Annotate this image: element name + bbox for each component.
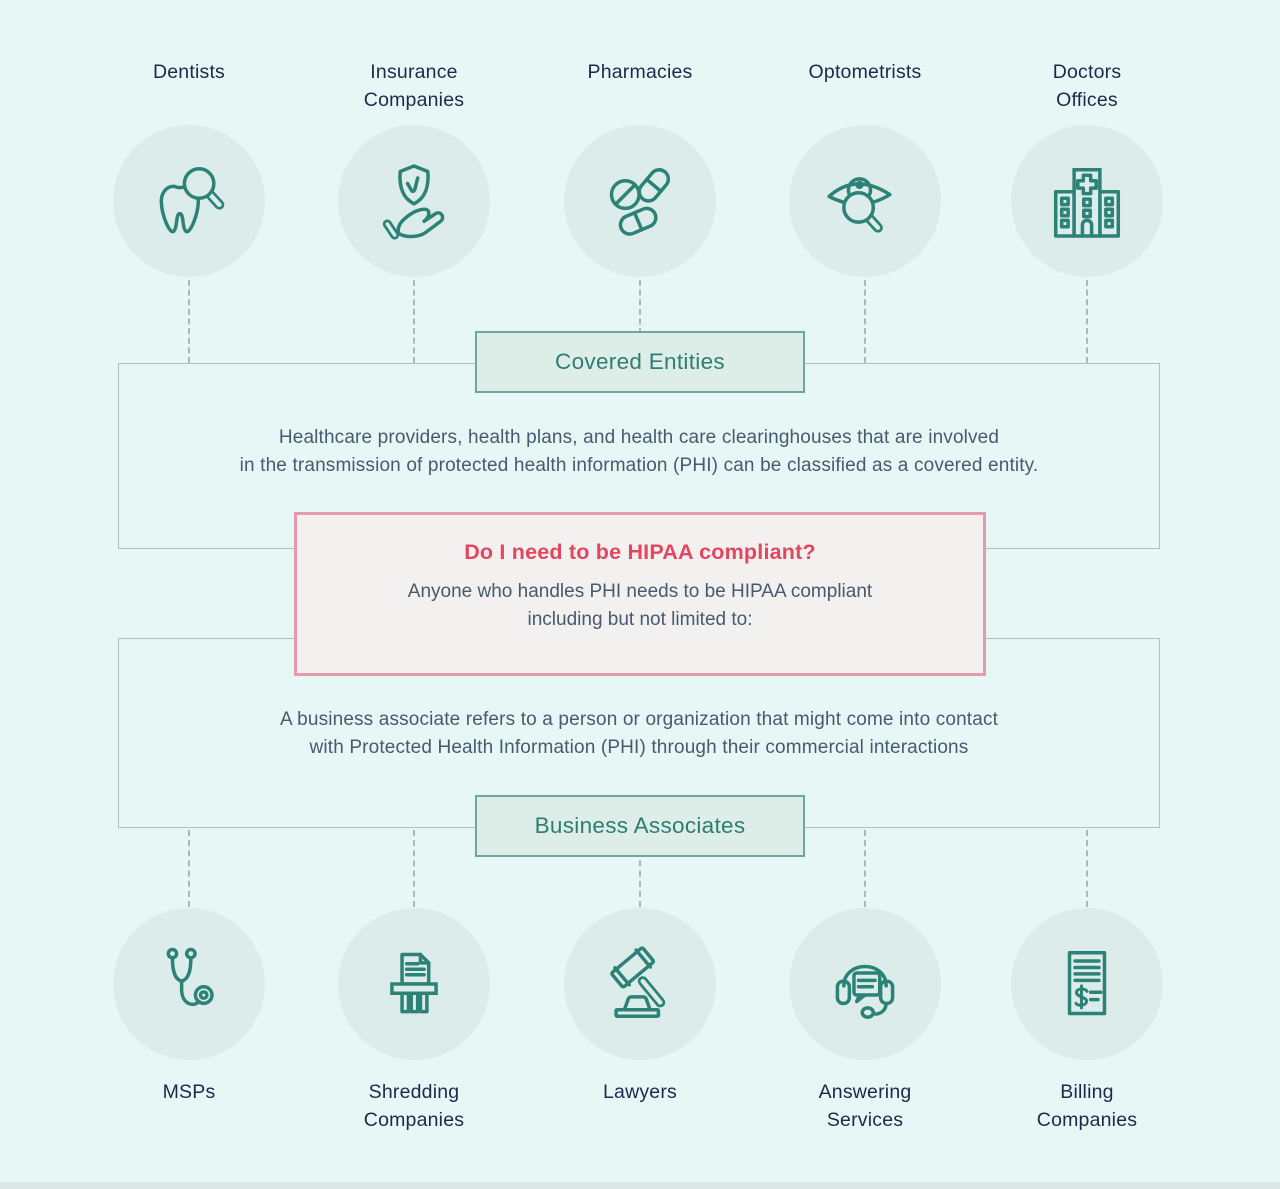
label-line: Answering — [818, 1081, 912, 1103]
label-line: Optometrists — [808, 61, 922, 83]
covered-entity-label-insurance-companies — [329, 58, 499, 114]
covered-entity-bubble-pharmacies — [564, 125, 716, 277]
label-line: Insurance — [370, 61, 458, 83]
covered-entity-bubble-dentists — [113, 125, 265, 277]
business-associate-bubble-lawyers — [564, 908, 716, 1060]
covered-entity-label-doctors-offices — [1002, 58, 1172, 114]
invoice-icon — [1041, 938, 1133, 1030]
covered-entities-description — [118, 424, 1160, 479]
label-line: Doctors — [1052, 61, 1122, 83]
business-associates-description — [118, 706, 1160, 761]
label-line: Billing — [1060, 1081, 1114, 1103]
business-associate-label-lawyers — [555, 1078, 725, 1106]
connector-dash — [1086, 280, 1088, 363]
business-associates-heading-text: Business Associates — [534, 813, 746, 838]
business-associate-bubble-shredding — [338, 908, 490, 1060]
shield-hand-icon — [368, 155, 460, 247]
label-line: MSPs — [162, 1081, 216, 1103]
covered-entity-label-pharmacies — [555, 58, 725, 86]
connector-dash — [1086, 830, 1088, 907]
covered-entity-bubble-doctors — [1011, 125, 1163, 277]
description-line: with Protected Health Information (PHI) through their commercial interactions — [309, 736, 969, 758]
gavel-icon — [594, 938, 686, 1030]
label-line: Companies — [363, 89, 465, 111]
covered-entity-bubble-insurance — [338, 125, 490, 277]
question-body-line: Anyone who handles PHI needs to be HIPAA compliant — [407, 581, 873, 602]
business-associate-label-msps — [104, 1078, 274, 1106]
business-associate-label-shredding-companies — [329, 1078, 499, 1134]
pills-icon — [594, 155, 686, 247]
connector-dash — [413, 280, 415, 363]
connector-dash — [413, 830, 415, 907]
bottom-edge-strip — [0, 1182, 1280, 1189]
business-associate-label-answering-services — [780, 1078, 950, 1134]
shredder-icon — [368, 938, 460, 1030]
label-line: Companies — [1036, 1109, 1138, 1131]
connector-dash — [188, 830, 190, 907]
connector-dash — [188, 280, 190, 363]
question-body-line: including but not limited to: — [527, 609, 753, 630]
hospital-icon — [1041, 155, 1133, 247]
business-associate-bubble-msps — [113, 908, 265, 1060]
hipaa-question-title: Do I need to be HIPAA compliant? — [464, 540, 816, 564]
tooth-magnifier-icon — [143, 155, 235, 247]
stethoscope-icon — [143, 938, 235, 1030]
covered-entity-label-dentists — [104, 58, 274, 86]
hipaa-question-body — [297, 578, 983, 634]
label-line: Dentists — [152, 61, 226, 83]
business-associate-bubble-answering — [789, 908, 941, 1060]
description-line: A business associate refers to a person or organization that might come into contact — [279, 709, 999, 730]
description-line: Healthcare providers, health plans, and health care clearinghouses that are involved — [278, 427, 1000, 448]
covered-entity-bubble-optometrists — [789, 125, 941, 277]
label-line: Shredding — [368, 1081, 460, 1103]
eye-magnifier-icon — [819, 155, 911, 247]
label-line: Pharmacies — [587, 61, 693, 83]
business-associate-label-billing-companies — [1002, 1078, 1172, 1134]
hipaa-question-box — [294, 512, 986, 676]
headset-icon — [819, 938, 911, 1030]
connector-dash — [864, 830, 866, 907]
label-line: Companies — [363, 1109, 465, 1131]
business-associates-heading — [475, 795, 805, 857]
covered-entities-heading — [475, 331, 805, 393]
label-line: Services — [826, 1109, 904, 1131]
covered-entity-label-optometrists — [780, 58, 950, 86]
covered-entities-heading-text: Covered Entities — [555, 349, 725, 374]
label-line: Lawyers — [602, 1081, 677, 1103]
connector-dash — [864, 280, 866, 363]
description-line: in the transmission of protected health information (PHI) can be classified as a covered entity. — [239, 454, 1039, 476]
label-line: Offices — [1056, 89, 1118, 111]
business-associate-bubble-billing — [1011, 908, 1163, 1060]
